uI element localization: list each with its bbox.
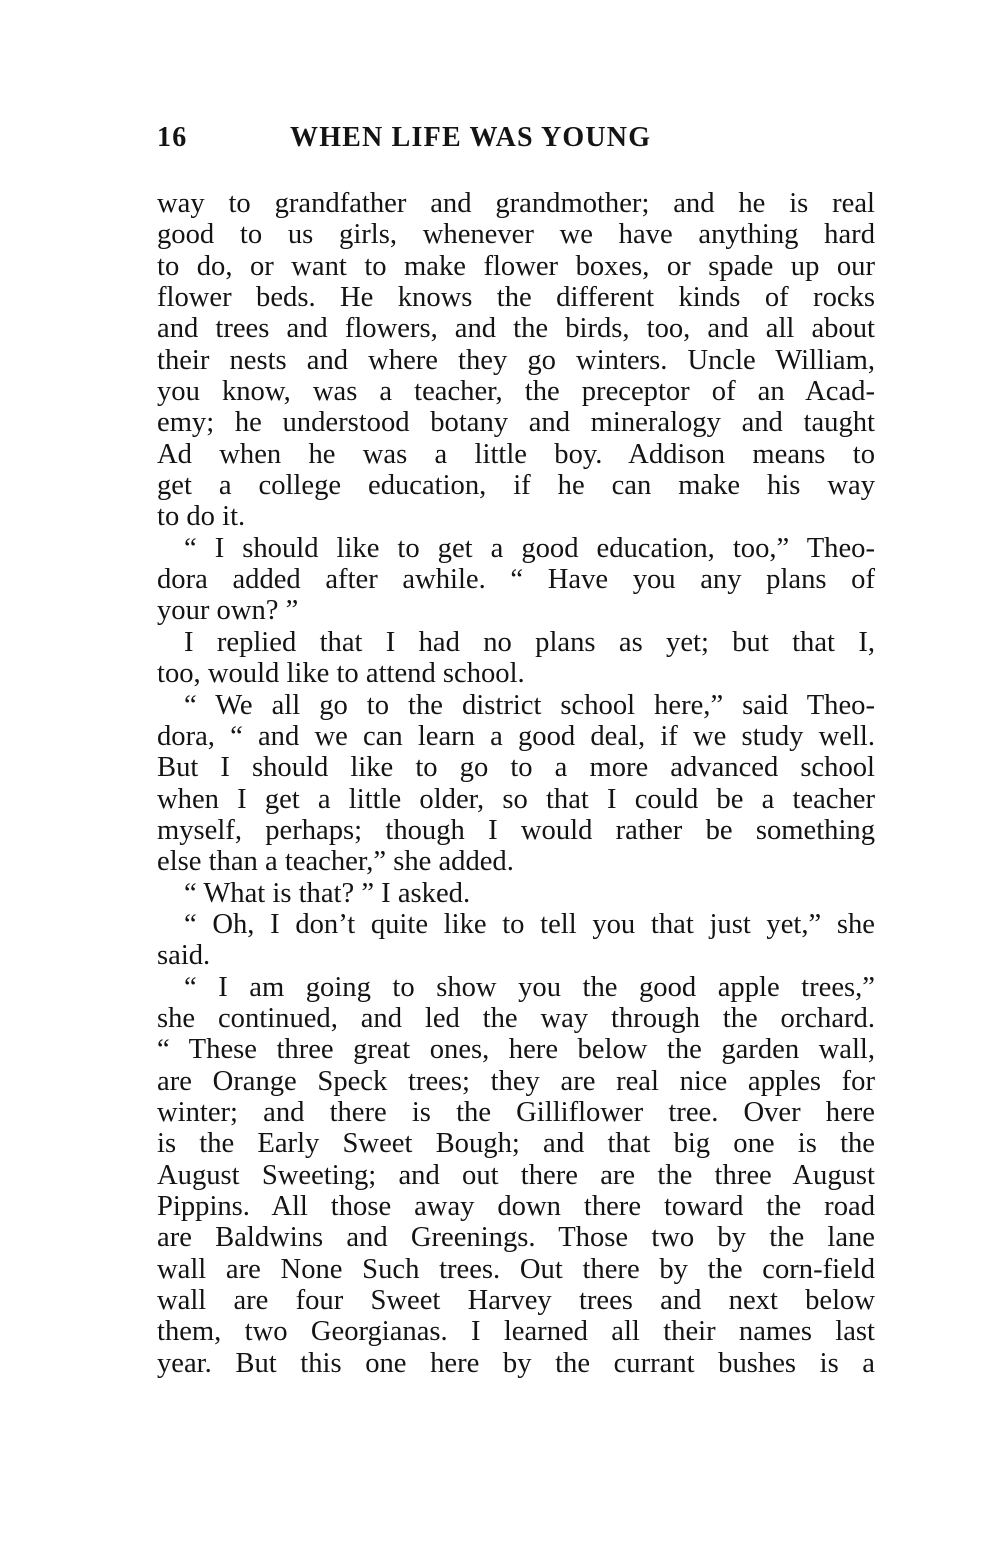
text-line: when I get a little older, so that I could be a teacher bbox=[157, 783, 875, 815]
text-line: “ We all go to the district school here,” said Theo- bbox=[184, 689, 875, 721]
text-line: to do, or want to make flower boxes, or spade up our bbox=[157, 250, 875, 282]
text-line: else than a teacher,” she added. bbox=[157, 846, 514, 878]
text-line: wall are None Such trees. Out there by the corn-field bbox=[157, 1253, 875, 1285]
text-line: dora added after awhile. “ Have you any plans of bbox=[157, 564, 875, 596]
text-line: “ These three great ones, here below the garden wall, bbox=[157, 1034, 875, 1066]
text-line: get a college education, if he can make his way bbox=[157, 470, 875, 502]
text-line: myself, perhaps; though I would rather be something bbox=[157, 814, 875, 846]
text-line: to do it. bbox=[157, 501, 246, 533]
running-title: WHEN LIFE WAS YOUNG bbox=[290, 122, 652, 153]
running-head bbox=[157, 118, 877, 158]
text-line: wall are four Sweet Harvey trees and next below bbox=[157, 1285, 875, 1317]
text-line: and trees and flowers, and the birds, too, and all about bbox=[157, 313, 875, 345]
text-line: emy; he understood botany and mineralogy and taught bbox=[157, 407, 875, 439]
text-line: are Orange Speck trees; they are real nice apples for bbox=[157, 1065, 875, 1097]
body-text bbox=[157, 188, 875, 1379]
text-line: their nests and where they go winters. Uncle William, bbox=[157, 344, 875, 376]
text-line: “ What is that? ” I asked. bbox=[184, 877, 471, 909]
text-line: “ Oh, I don’t quite like to tell you that just yet,” she bbox=[184, 908, 875, 940]
text-line: dora, “ and we can learn a good deal, if we study well. bbox=[157, 720, 875, 752]
text-line: But I should like to go to a more advanced school bbox=[157, 752, 875, 784]
text-line: “ I should like to get a good education, too,” Theo- bbox=[184, 532, 875, 564]
text-line: flower beds. He knows the different kinds of rocks bbox=[157, 282, 875, 314]
text-line: August Sweeting; and out there are the three August bbox=[157, 1159, 875, 1191]
page-number: 16 bbox=[157, 122, 188, 153]
text-line: too, would like to attend school. bbox=[157, 658, 525, 690]
text-line: “ I am going to show you the good apple trees,” bbox=[184, 971, 875, 1003]
text-line: you know, was a teacher, the preceptor of an Acad- bbox=[157, 376, 875, 408]
text-line: Pippins. All those away down there toward the road bbox=[157, 1191, 875, 1222]
text-line: are Baldwins and Greenings. Those two by the lane bbox=[157, 1222, 875, 1254]
text-line: good to us girls, whenever we have anything hard bbox=[157, 219, 875, 251]
text-line: your own? ” bbox=[157, 595, 299, 627]
text-line: she continued, and led the way through the orchard. bbox=[157, 1002, 875, 1034]
text-line: winter; and there is the Gilliflower tree. Over here bbox=[157, 1096, 875, 1128]
text-line: Ad when he was a little boy. Addison means to bbox=[157, 438, 875, 470]
text-line: way to grandfather and grandmother; and he is real bbox=[157, 188, 875, 219]
text-line: year. But this one here by the currant bushes is a bbox=[157, 1347, 875, 1379]
text-line: is the Early Sweet Bough; and that big one is the bbox=[157, 1128, 875, 1160]
text-line: them, two Georgianas. I learned all their names last bbox=[157, 1316, 875, 1348]
text-line: I replied that I had no plans as yet; but that I, bbox=[184, 626, 875, 658]
text-line: said. bbox=[157, 940, 211, 972]
